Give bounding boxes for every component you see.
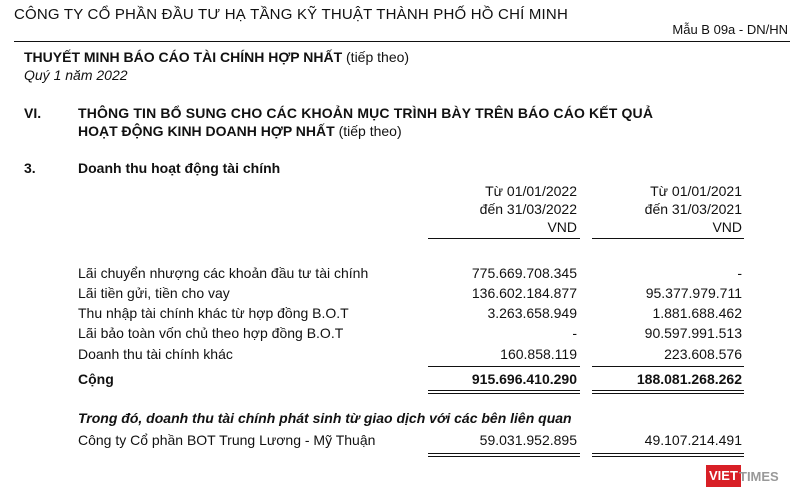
col-2022-to: đến 31/03/2022: [479, 201, 577, 217]
viettimes-logo: [706, 465, 790, 489]
company-name: CÔNG TY CỔ PHẦN ĐẦU TƯ HẠ TẦNG KỸ THUẬT THÀNH PHỐ HỒ CHÍ MINH: [14, 6, 568, 23]
row-value-2021: 223.608.576: [664, 346, 742, 362]
row-label: Lãi tiền gửi, tiền cho vay: [78, 285, 230, 301]
row-label: Doanh thu tài chính khác: [78, 346, 233, 362]
logo-viet: VIET: [706, 465, 741, 487]
document-title: [24, 49, 409, 65]
col-2022-subtotal-rule: [428, 366, 580, 367]
row-label: Lãi bảo toàn vốn chủ theo hợp đồng B.O.T: [78, 325, 344, 341]
row-value-2021: 90.597.991.513: [644, 325, 742, 341]
subsection-title: Doanh thu hoạt động tài chính: [78, 160, 281, 176]
row-value-2021: 1.881.688.462: [652, 305, 742, 321]
header-divider: [14, 41, 790, 42]
logo-times: TIMES: [739, 469, 779, 484]
row-value-2022: 775.669.708.345: [471, 265, 577, 281]
row-label: Thu nhập tài chính khác từ hợp đồng B.O.T: [78, 305, 349, 321]
col-2021-unit: VND: [712, 219, 742, 235]
document-title-suffix: (tiếp theo): [342, 49, 410, 65]
row-value-2021: -: [737, 265, 742, 281]
form-code: Mẫu B 09a - DN/HN: [672, 22, 788, 37]
col-2021-to: đến 31/03/2021: [644, 201, 742, 217]
col-2021-related-rule-1: [592, 453, 744, 454]
row-label: Lãi chuyển nhượng các khoản đầu tư tài chính: [78, 265, 369, 281]
col-2022-total-rule-2: [428, 393, 580, 394]
col-2021-total-rule-1: [592, 390, 744, 391]
col-2021-header-rule: [592, 238, 744, 239]
subsection-number: 3.: [24, 160, 36, 176]
col-2022-total-rule-1: [428, 390, 580, 391]
related-party-value-2022: 59.031.952.895: [479, 432, 577, 448]
total-value-2021: 188.081.268.262: [636, 371, 742, 387]
row-value-2022: 3.263.658.949: [487, 305, 577, 321]
document-title-main: THUYẾT MINH BÁO CÁO TÀI CHÍNH HỢP NHẤT: [24, 49, 343, 65]
related-party-heading: Trong đó, doanh thu tài chính phát sinh từ giao dịch với các bên liên quan: [78, 410, 572, 426]
section-title-line2-suffix: (tiếp theo): [334, 123, 402, 139]
related-party-value-2021: 49.107.214.491: [644, 432, 742, 448]
col-2022-unit: VND: [547, 219, 577, 235]
row-value-2021: 95.377.979.711: [645, 285, 742, 301]
col-2022-header-rule: [428, 238, 580, 239]
col-2021-total-rule-2: [592, 393, 744, 394]
row-value-2022: 136.602.184.877: [471, 285, 577, 301]
total-label: Cộng: [78, 371, 114, 387]
section-number: VI.: [24, 105, 42, 121]
row-value-2022: -: [572, 325, 577, 341]
col-2021-from: Từ 01/01/2021: [650, 183, 742, 199]
row-value-2022: 160.858.119: [500, 346, 577, 362]
col-2021-subtotal-rule: [592, 366, 744, 367]
col-2021-related-rule-2: [592, 456, 744, 457]
section-title-line2-main: HOẠT ĐỘNG KINH DOANH HỢP NHẤT: [78, 123, 335, 139]
col-2022-from: Từ 01/01/2022: [485, 183, 577, 199]
col-2022-related-rule-2: [428, 456, 580, 457]
col-2022-related-rule-1: [428, 453, 580, 454]
reporting-period: Quý 1 năm 2022: [24, 67, 128, 83]
total-value-2022: 915.696.410.290: [471, 371, 577, 387]
related-party-label: Công ty Cổ phần BOT Trung Lương - Mỹ Thuận: [78, 432, 376, 448]
section-title-line1: THÔNG TIN BỔ SUNG CHO CÁC KHOẢN MỤC TRÌNH BÀY TRÊN BÁO CÁO KẾT QUẢ: [78, 105, 654, 121]
section-title-line2: [78, 123, 402, 139]
